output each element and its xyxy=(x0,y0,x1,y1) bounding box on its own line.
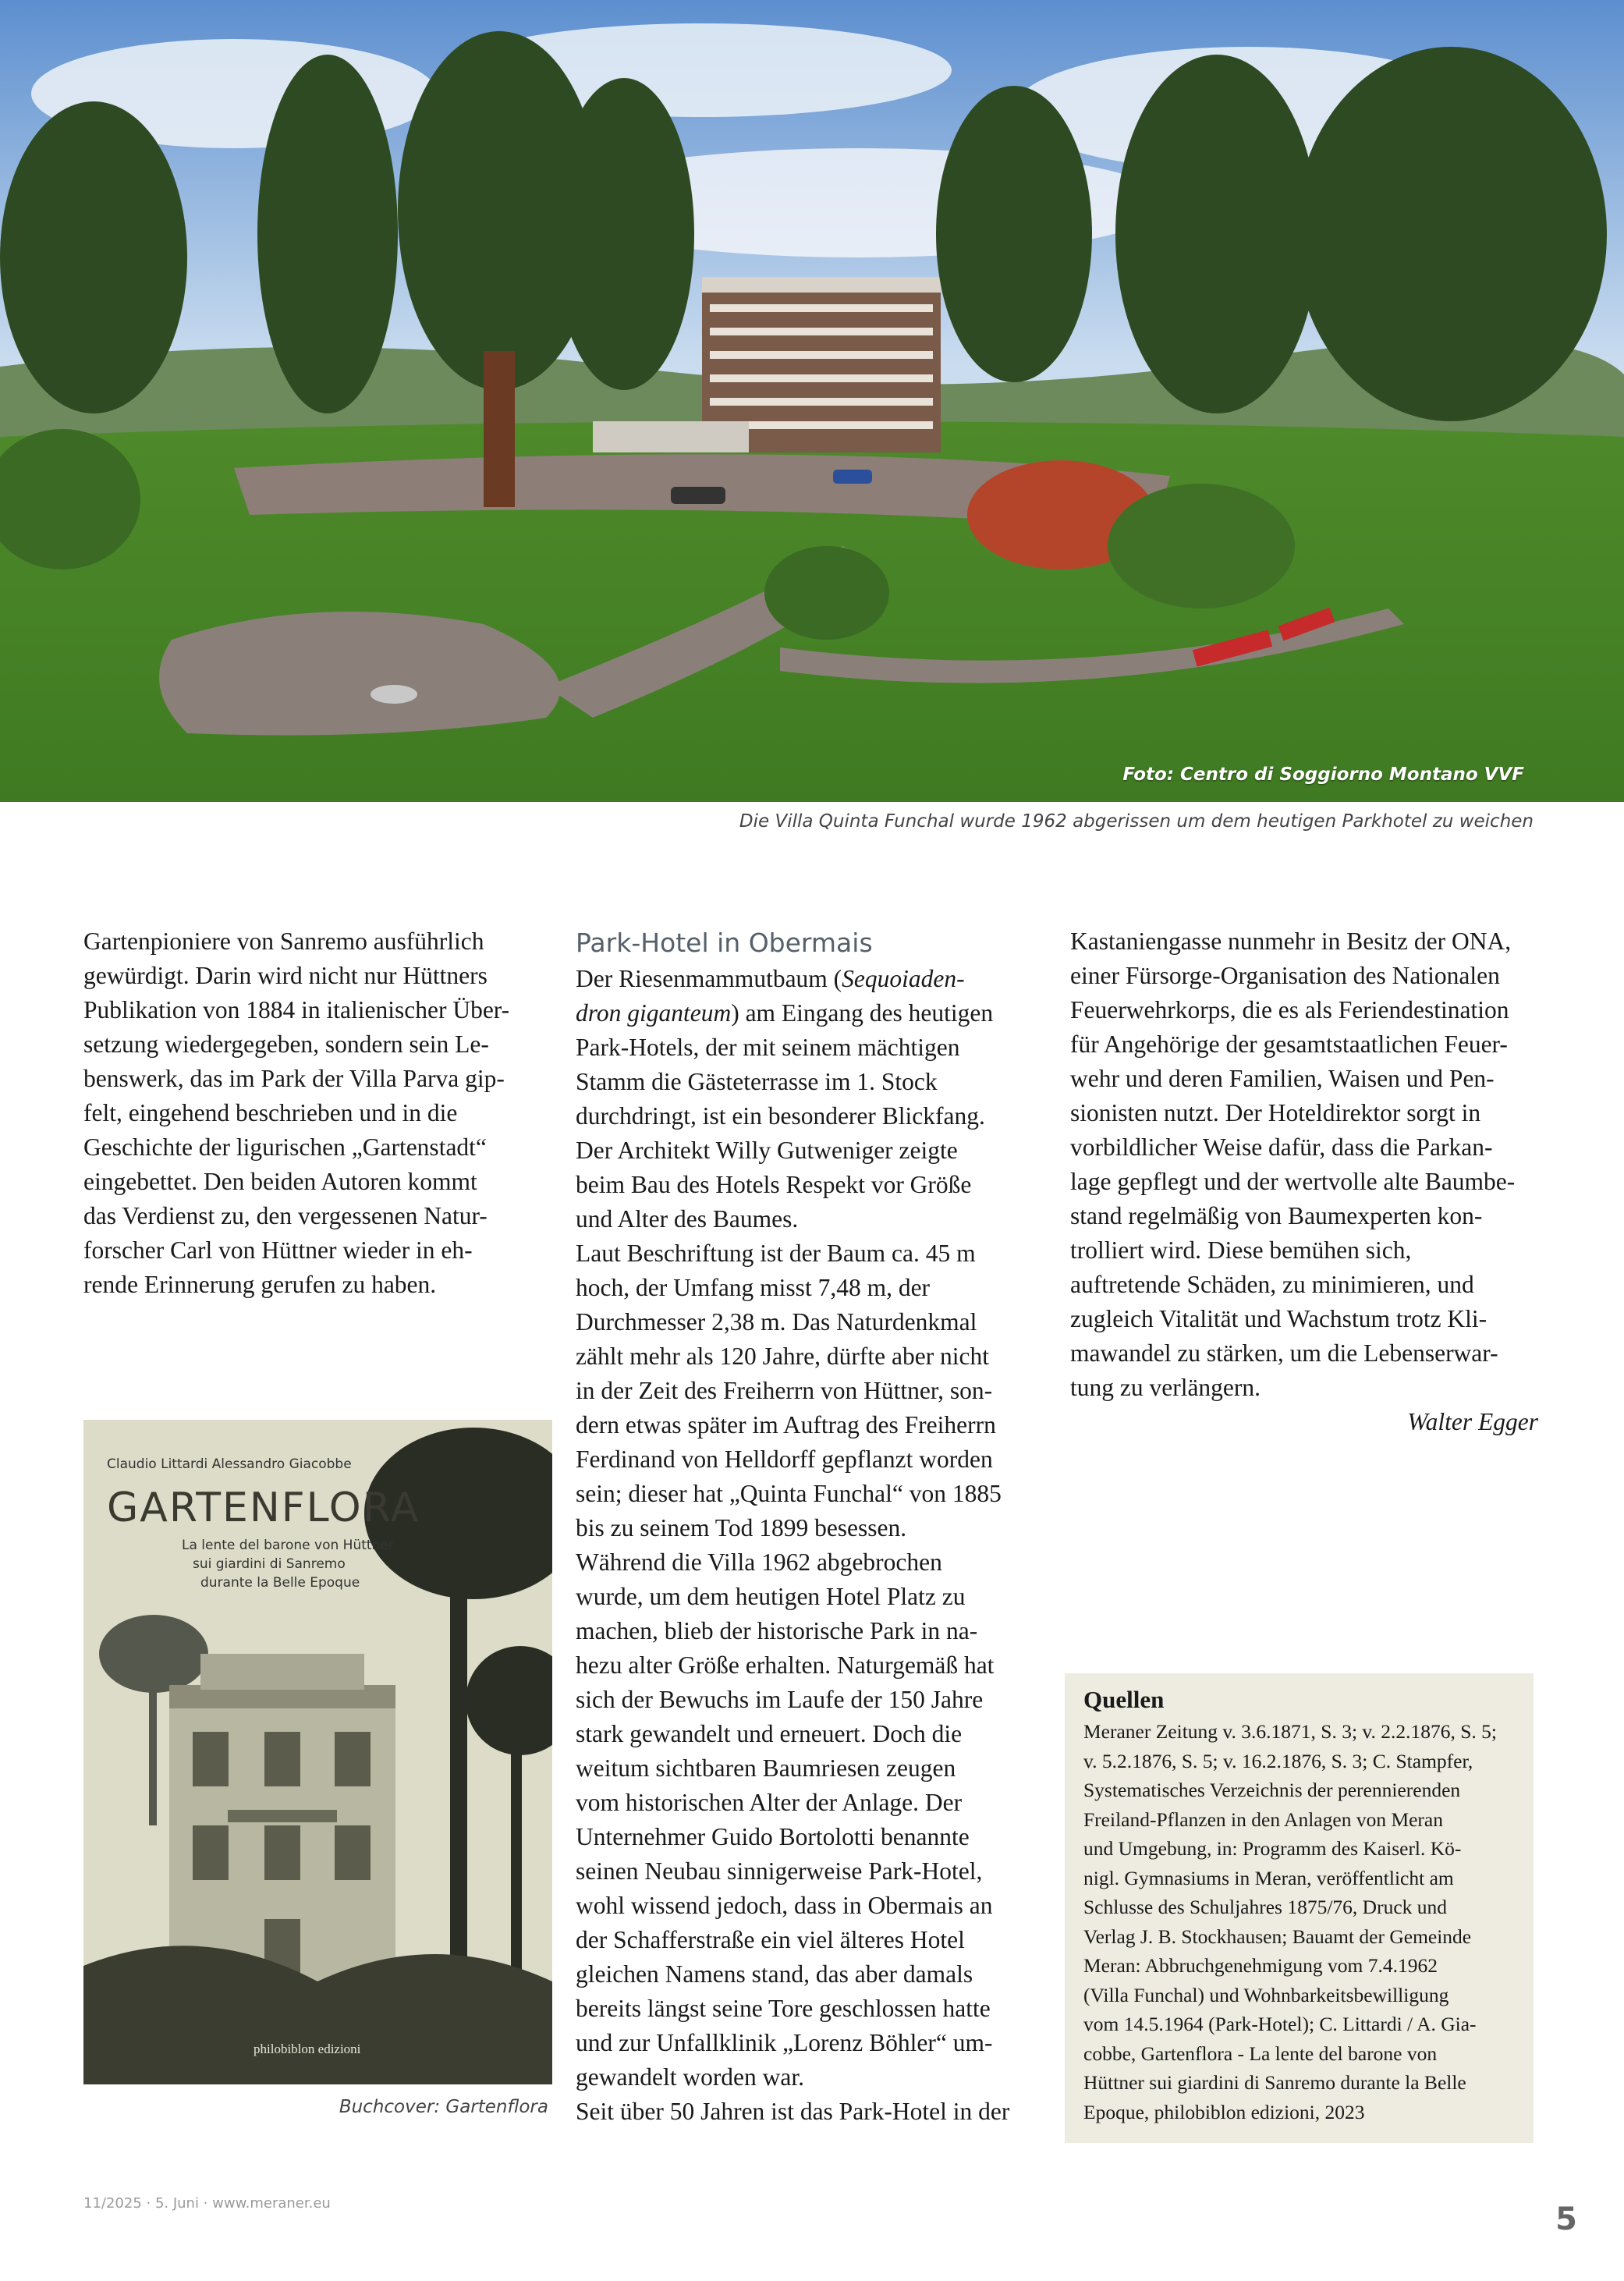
text-line: benswerk, das im Park der Villa Parva gip- xyxy=(83,1065,505,1092)
text-line xyxy=(576,962,1044,996)
text-run: Der Riesenmammutbaum ( xyxy=(576,965,842,992)
text-line: machen, blieb der historische Park in na- xyxy=(576,1617,978,1644)
sources-line: Systematisches Verzeichnis der perennierenden xyxy=(1083,1779,1461,1801)
section-subhead: Park-Hotel in Obermais xyxy=(576,928,873,958)
text-line: sein; dieser hat „Quinta Funchal“ von 1885 xyxy=(576,1480,1002,1507)
text-line: Publikation von 1884 in italienischer Über- xyxy=(83,996,510,1023)
text-line: in der Zeit des Freiherrn von Hüttner, son- xyxy=(576,1377,993,1404)
sources-line: v. 5.2.1876, S. 5; v. 16.2.1876, S. 3; C. Stampfer, xyxy=(1083,1749,1473,1772)
text-line: gewandelt worden war. xyxy=(576,2063,805,2091)
text-line: und zur Unfallklinik „Lorenz Böhler“ um- xyxy=(576,2029,993,2056)
text-line: rende Erinnerung gerufen zu haben. xyxy=(83,1271,437,1298)
text-line: vom historischen Alter der Anlage. Der xyxy=(576,1789,963,1816)
text-line: Ferdinand von Helldorff gepflanzt worden xyxy=(576,1446,993,1473)
book-cover-image xyxy=(83,1420,552,2084)
footer-issue-info: 11/2025 · 5. Juni · www.meraner.eu xyxy=(83,2195,331,2212)
park-hotel-panorama-image xyxy=(0,0,1624,802)
text-line: Geschichte der ligurischen „Gartenstadt“ xyxy=(83,1133,487,1161)
text-line: Seit über 50 Jahren ist das Park-Hotel in der xyxy=(576,2098,1010,2125)
text-line: tung zu verlängern. xyxy=(1070,1374,1261,1401)
text-line: zugleich Vitalität und Wachstum trotz Kli- xyxy=(1070,1305,1487,1332)
text-line: wehr und deren Familien, Waisen und Pen- xyxy=(1070,1065,1495,1092)
sources-line: Schlusse des Schuljahres 1875/76, Druck und xyxy=(1083,1896,1448,1918)
sources-line: Freiland-Pflanzen in den Anlagen von Meran xyxy=(1083,1807,1443,1831)
text-line: und Alter des Baumes. xyxy=(576,1205,799,1233)
text-line: Laut Beschriftung ist der Baum ca. 45 m xyxy=(576,1240,976,1267)
text-line: das Verdienst zu, den vergessenen Natur- xyxy=(83,1202,488,1229)
text-line: forscher Carl von Hüttner wieder in eh- xyxy=(83,1236,473,1264)
latin-name-italic: dron giganteum xyxy=(576,999,732,1027)
sources-line: cobbe, Gartenflora - La lente del barone von xyxy=(1083,2042,1438,2065)
text-line: sionisten nutzt. Der Hoteldirektor sorgt in xyxy=(1070,1099,1481,1126)
text-line: weitum sichtbaren Baumriesen zeugen xyxy=(576,1754,956,1782)
latin-name-italic: Sequoiaden- xyxy=(842,965,965,992)
sources-line: (Villa Funchal) und Wohnbarkeitsbewilligung xyxy=(1083,1983,1449,2006)
text-line: stand regelmäßig von Baumexperten kon- xyxy=(1070,1202,1483,1229)
sources-line: Meraner Zeitung v. 3.6.1871, S. 3; v. 2.2.1876, S. 5; xyxy=(1083,1720,1498,1743)
text-line: auftretende Schäden, zu minimieren, und xyxy=(1070,1271,1474,1298)
sources-line: Verlag J. B. Stockhausen; Bauamt der Gemeinde xyxy=(1083,1924,1472,1948)
book-subtitle-line: La lente del barone von Hüttner xyxy=(182,1538,394,1553)
sources-title: Quellen xyxy=(1083,1686,1165,1713)
sources-line: nigl. Gymnasiums in Meran, veröffentlicht am xyxy=(1083,1866,1454,1889)
text-line: für Angehörige der gesamtstaatlichen Feuer- xyxy=(1070,1031,1508,1058)
text-line: lage gepflegt und der wertvolle alte Baumbe- xyxy=(1070,1168,1516,1195)
text-line: mawandel zu stärken, um die Lebenserwar- xyxy=(1070,1339,1498,1367)
hero-photo xyxy=(0,0,1624,802)
text-line: durchdringt, ist ein besonderer Blickfang. xyxy=(576,1102,985,1130)
photo-credit: Foto: Centro di Soggiorno Montano VVF xyxy=(1122,764,1524,785)
text-line: gewürdigt. Darin wird nicht nur Hüttners xyxy=(83,962,488,989)
text-line: sich der Bewuchs im Laufe der 150 Jahre xyxy=(576,1686,984,1713)
text-line: bereits längst seine Tore geschlossen hatte xyxy=(576,1995,991,2022)
text-run: ) am Eingang des heutigen xyxy=(731,999,994,1027)
text-line: dern etwas später im Auftrag des Freiherrn xyxy=(576,1411,996,1438)
text-line: eingebettet. Den beiden Autoren kommt xyxy=(83,1168,477,1195)
text-line: beim Bau des Hotels Respekt vor Größe xyxy=(576,1171,972,1198)
hero-caption: Die Villa Quinta Funchal wurde 1962 abgerissen um dem heutigen Parkhotel zu weichen xyxy=(739,811,1534,832)
book-subtitle-line: durante la Belle Epoque xyxy=(200,1575,360,1591)
text-line: wohl wissend jedoch, dass in Obermais an xyxy=(576,1892,993,1919)
text-line: der Schafferstraße ein viel älteres Hotel xyxy=(576,1926,965,1953)
article-column-2 xyxy=(576,924,1044,2129)
book-publisher: philobiblon edizioni xyxy=(254,2042,361,2056)
article-column-3 xyxy=(1070,924,1538,1439)
text-line: Kastaniengasse nunmehr in Besitz der ONA, xyxy=(1070,928,1512,955)
text-line: Gartenpioniere von Sanremo ausführlich xyxy=(83,928,484,955)
text-line: Park-Hotels, der mit seinem mächtigen xyxy=(576,1034,960,1061)
text-line: zählt mehr als 120 Jahre, dürfte aber nicht xyxy=(576,1343,990,1370)
text-line: setzung wiedergegeben, sondern sein Le- xyxy=(83,1031,489,1058)
text-line: bis zu seinem Tod 1899 besessen. xyxy=(576,1514,907,1541)
text-line: stark gewandelt und erneuert. Doch die xyxy=(576,1720,963,1747)
text-line: felt, eingehend beschrieben und in die xyxy=(83,1099,458,1126)
text-line: seinen Neubau sinnigerweise Park-Hotel, xyxy=(576,1857,983,1885)
book-title: GARTENFLORA xyxy=(107,1485,420,1531)
book-authors: Claudio Littardi Alessandro Giacobbe xyxy=(107,1456,352,1472)
text-line: einer Fürsorge-Organisation des Nationalen xyxy=(1070,962,1500,989)
text-line: Während die Villa 1962 abgebrochen xyxy=(576,1548,942,1576)
text-line: Durchmesser 2,38 m. Das Naturdenkmal xyxy=(576,1308,977,1336)
text-line: hezu alter Größe erhalten. Naturgemäß hat xyxy=(576,1651,995,1679)
text-line: Stamm die Gästeterrasse im 1. Stock xyxy=(576,1068,938,1095)
book-subtitle-line: sui giardini di Sanremo xyxy=(193,1556,346,1572)
sources-line: und Umgebung, in: Programm des Kaiserl. Kö- xyxy=(1083,1837,1462,1860)
text-line: wurde, um dem heutigen Hotel Platz zu xyxy=(576,1583,966,1610)
sources-line: Epoque, philobiblon edizioni, 2023 xyxy=(1083,2100,1365,2123)
text-line: trolliert wird. Diese bemühen sich, xyxy=(1070,1236,1412,1264)
article-column-1 xyxy=(83,924,551,1302)
page-number: 5 xyxy=(1555,2201,1577,2237)
text-line xyxy=(576,996,1044,1031)
sources-line: Hüttner sui giardini di Sanremo durante la Belle xyxy=(1083,2071,1466,2094)
book-caption: Buchcover: Gartenflora xyxy=(339,2097,548,2117)
text-line: Der Architekt Willy Gutweniger zeigte xyxy=(576,1137,958,1164)
sources-line: vom 14.5.1964 (Park-Hotel); C. Littardi / A. Gia- xyxy=(1083,2013,1477,2035)
text-line: Feuerwehrkorps, die es als Feriendestination xyxy=(1070,996,1509,1023)
text-line: gleichen Namens stand, das aber damals xyxy=(576,1960,973,1988)
text-line: vorbildlicher Weise dafür, dass die Parkan- xyxy=(1070,1133,1493,1161)
text-line: Unternehmer Guido Bortolotti benannte xyxy=(576,1823,970,1850)
text-line: hoch, der Umfang misst 7,48 m, der xyxy=(576,1274,931,1301)
author-signature: Walter Egger xyxy=(1407,1408,1538,1435)
sources-line: Meran: Abbruchgenehmigung vom 7.4.1962 xyxy=(1083,1954,1438,1977)
sources-box xyxy=(1065,1673,1534,2143)
